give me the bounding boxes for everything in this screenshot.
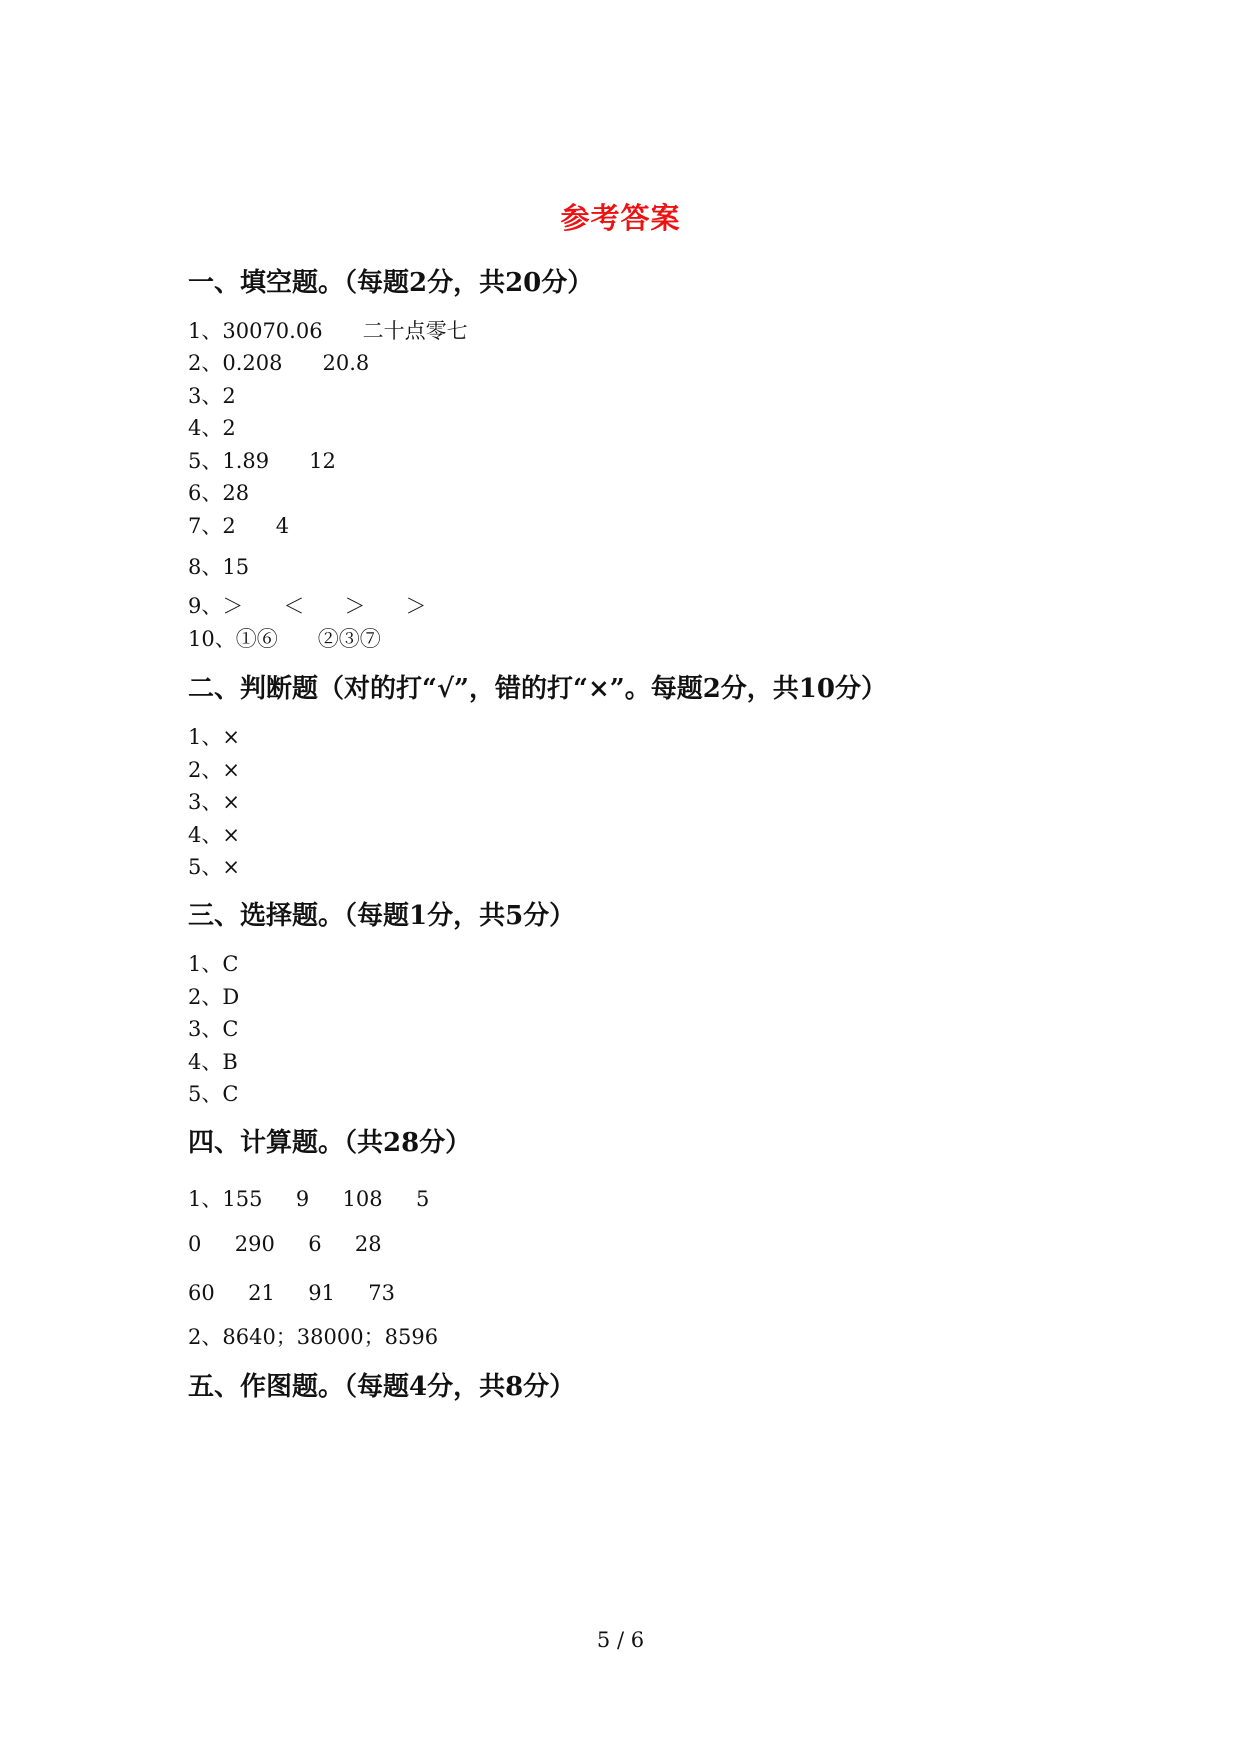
section-heading-multiple-choice: 三、选择题。（每题1分，共5分）	[188, 901, 576, 931]
answer-line: 9、＞ ＜ ＞ ＞	[188, 594, 427, 618]
answer-line: 1、155 9 108 5	[188, 1187, 430, 1211]
section-heading-calculation: 四、计算题。（共28分）	[188, 1128, 472, 1158]
section-heading-drawing: 五、作图题。（每题4分，共8分）	[188, 1372, 576, 1402]
answer-line: 1、×	[188, 725, 240, 749]
answer-line: 2、8640；38000；8596	[188, 1325, 439, 1349]
page-number: 5 / 6	[596, 1628, 645, 1652]
answer-line: 1、C	[188, 952, 239, 976]
answer-line: 2、×	[188, 758, 240, 782]
answer-line: 1、30070.06 二十点零七	[188, 319, 468, 343]
section-heading-fill-blank: 一、填空题。（每题2分，共20分）	[188, 268, 594, 298]
answer-line: 3、2	[188, 384, 236, 408]
answer-line: 8、15	[188, 555, 250, 579]
answer-line: 10、①⑥ ②③⑦	[188, 627, 381, 651]
answer-line: 7、2 4	[188, 514, 290, 538]
answer-line: 4、B	[188, 1050, 238, 1074]
answer-line: 5、×	[188, 855, 240, 879]
answer-line: 6、28	[188, 481, 250, 505]
answer-line: 4、×	[188, 823, 240, 847]
answer-line: 0 290 6 28	[188, 1232, 382, 1256]
answer-line: 60 21 91 73	[188, 1281, 396, 1305]
page-title: 参考答案	[560, 201, 681, 235]
section-heading-true-false: 二、判断题（对的打“√”，错的打“×”。每题2分，共10分）	[188, 674, 887, 704]
answer-line: 2、D	[188, 985, 240, 1009]
answer-line: 3、×	[188, 790, 240, 814]
answer-line: 2、0.208 20.8	[188, 351, 370, 375]
answer-line: 5、1.89 12	[188, 449, 336, 473]
answer-line: 4、2	[188, 416, 236, 440]
answer-line: 3、C	[188, 1017, 239, 1041]
answer-line: 5、C	[188, 1082, 239, 1106]
